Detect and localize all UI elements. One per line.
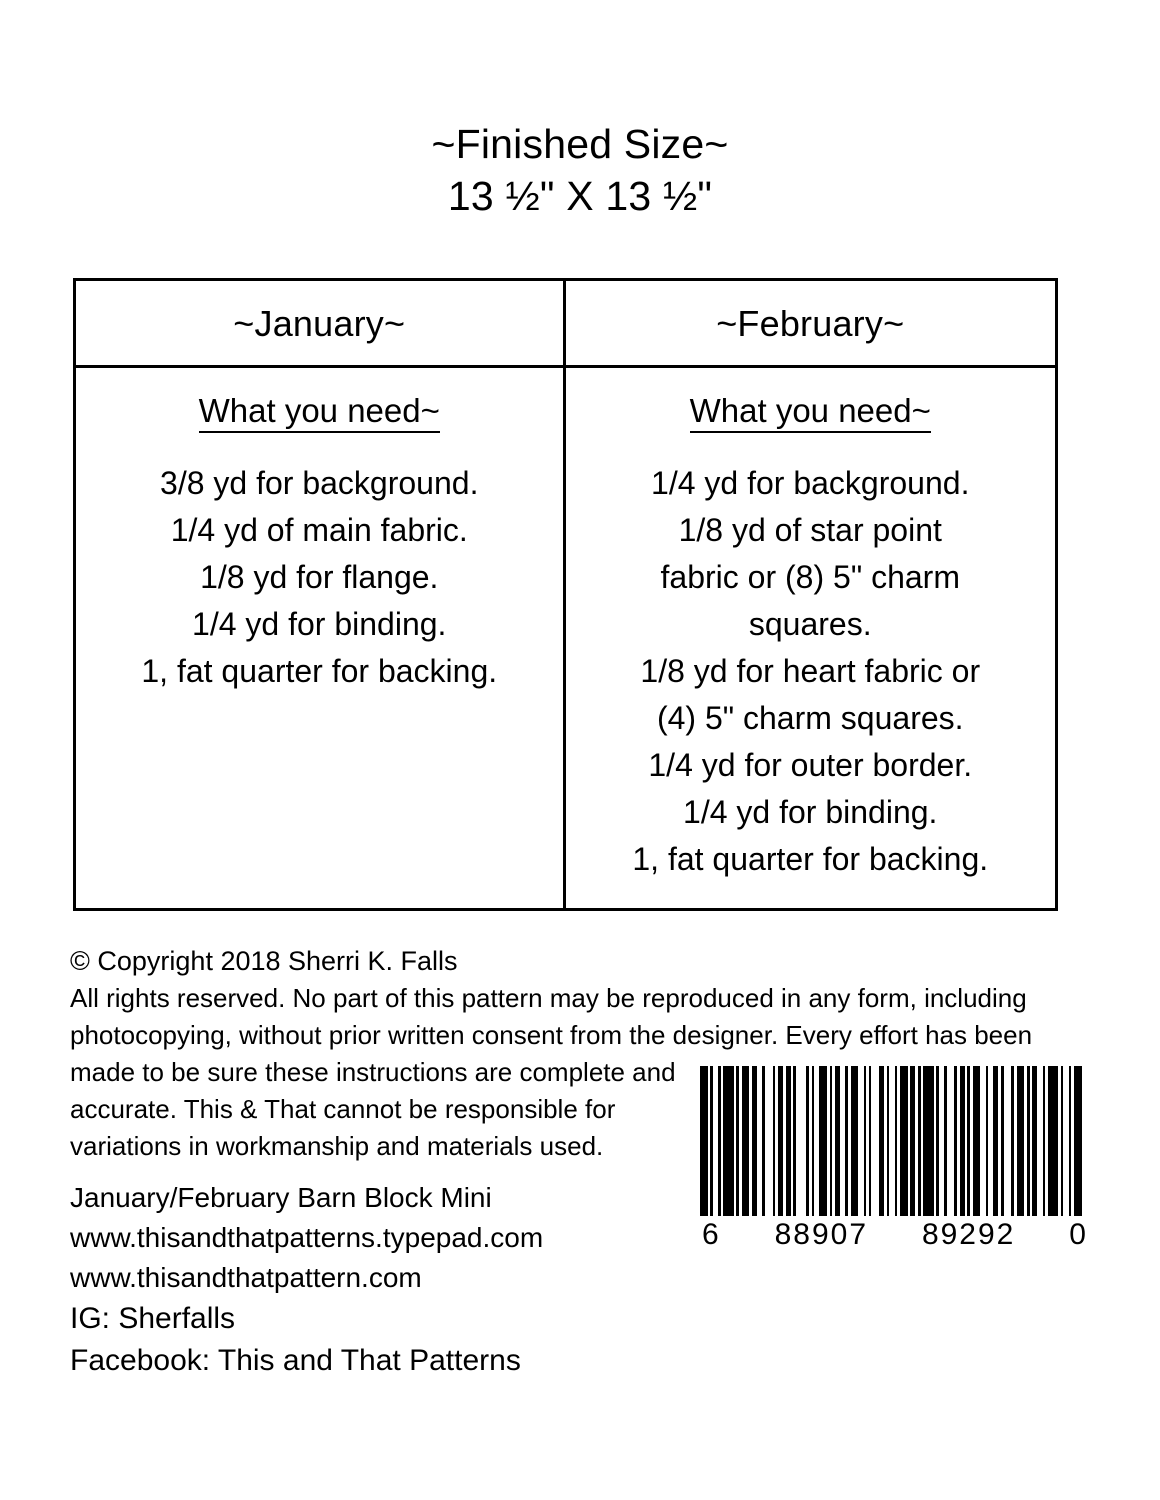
barcode-bar <box>851 1066 859 1216</box>
list-item: 1/4 yd for binding. <box>192 606 447 642</box>
barcode-bar <box>723 1066 733 1216</box>
barcode-space <box>947 1066 955 1216</box>
copyright-line: © Copyright 2018 Sherri K. Falls <box>70 946 458 976</box>
month-title-february: ~February~ <box>716 303 905 344</box>
table-header-cell-february <box>566 281 1056 365</box>
month-title-january: ~January~ <box>233 303 406 344</box>
table-header-cell-january <box>76 281 566 365</box>
barcode-bar <box>700 1066 708 1216</box>
instagram-handle[interactable]: IG: Sherfalls <box>70 1302 236 1335</box>
needs-title-february <box>566 368 1056 430</box>
barcode-digit-left: 6 <box>702 1218 721 1251</box>
list-item: 1/4 yd of main fabric. <box>170 512 468 548</box>
list-item: 1/4 yd for outer border. <box>648 747 973 783</box>
needs-title-january-text: What you need~ <box>199 392 440 433</box>
legal-text-line: photocopying, without prior written consent from the designer. Every effort has been <box>70 1020 1033 1050</box>
barcode-digit-group-1: 88907 <box>774 1218 869 1251</box>
barcode-digits <box>700 1218 1090 1252</box>
finished-size-header <box>0 118 1160 222</box>
needs-title-february-text: What you need~ <box>690 392 931 433</box>
needs-list-february <box>566 430 1056 907</box>
list-item: 3/8 yd for background. <box>160 465 479 501</box>
table-header-row <box>76 281 1055 368</box>
barcode-space <box>871 1066 879 1216</box>
needs-list-january <box>76 430 563 719</box>
barcode-space <box>1082 1066 1085 1216</box>
list-item: 1, fat quarter for backing. <box>141 653 498 689</box>
barcode-digit-group-2: 89292 <box>921 1218 1016 1251</box>
barcode-bar <box>819 1066 827 1216</box>
list-item: 1, fat quarter for backing. <box>632 841 989 877</box>
barcode-space <box>1004 1066 1012 1216</box>
barcode-image <box>700 1066 1090 1216</box>
list-item: squares. <box>748 606 872 642</box>
needs-title-january <box>76 368 563 430</box>
table-cell-february <box>566 368 1056 908</box>
website-link-main[interactable]: www.thisandthatpattern.com <box>70 1262 422 1293</box>
website-link-typepad[interactable]: www.thisandthatpatterns.typepad.com <box>70 1222 544 1253</box>
finished-size-label: ~Finished Size~ <box>431 121 729 167</box>
list-item: 1/4 yd for background. <box>651 465 970 501</box>
list-item: 1/8 yd for heart fabric or <box>640 653 981 689</box>
barcode-digit-right: 0 <box>1069 1218 1088 1251</box>
list-item: fabric or (8) 5" charm <box>660 559 960 595</box>
pattern-name: January/February Barn Block Mini <box>70 1182 492 1213</box>
footer-info <box>70 1178 710 1382</box>
facebook-handle[interactable]: Facebook: This and That Patterns <box>70 1344 521 1377</box>
barcode-bar <box>923 1066 933 1216</box>
barcode-bar <box>1074 1066 1082 1216</box>
legal-text-line: All rights reserved. No part of this pattern may be reproduced in any form, including <box>70 983 1027 1013</box>
barcode-block <box>700 1066 1090 1252</box>
barcode-bar <box>973 1066 981 1216</box>
list-item: 1/4 yd for binding. <box>683 794 938 830</box>
barcode-bar <box>1017 1066 1025 1216</box>
barcode-bar <box>900 1066 908 1216</box>
requirements-table <box>73 278 1058 911</box>
table-body-row <box>76 368 1055 908</box>
barcode-space <box>796 1066 806 1216</box>
barcode-space <box>765 1066 773 1216</box>
barcode-bar <box>742 1066 750 1216</box>
list-item: (4) 5" charm squares. <box>656 700 964 736</box>
legal-text-line: made to be sure these instructions are complete and <box>70 1057 676 1087</box>
list-item: 1/8 yd of star point <box>678 512 942 548</box>
table-cell-january <box>76 368 566 908</box>
finished-size-value: 13 ½" X 13 ½" <box>447 173 713 219</box>
legal-text-line: variations in workmanship and materials used. <box>70 1131 604 1161</box>
barcode-bar <box>1048 1066 1058 1216</box>
legal-text-line: accurate. This & That cannot be responsible for <box>70 1094 616 1124</box>
list-item: 1/8 yd for flange. <box>200 559 439 595</box>
